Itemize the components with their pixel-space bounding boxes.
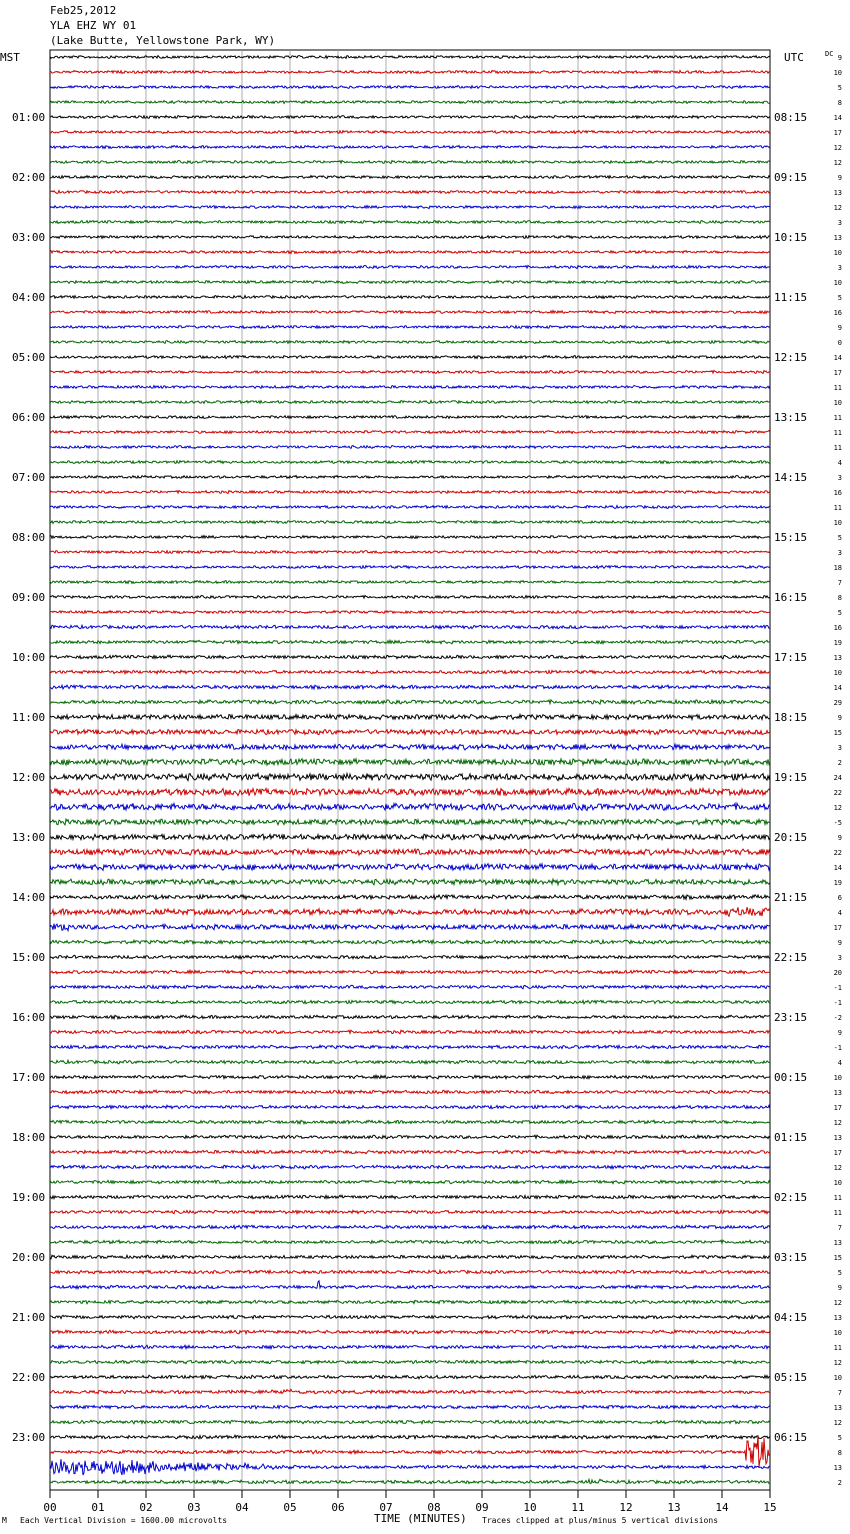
dc-offset-label: 4 [837, 909, 842, 917]
left-hour-label: 22:00 [12, 1371, 46, 1384]
dc-offset-label: 3 [837, 219, 842, 227]
dc-offset-label: 8 [837, 594, 842, 602]
dc-offset-label: 19 [833, 639, 842, 647]
dc-offset-label: 24 [833, 774, 842, 782]
x-tick-label: 12 [619, 1501, 633, 1514]
trace-line [50, 1420, 770, 1423]
trace-line [50, 803, 770, 810]
dc-offset-label: 12 [833, 1359, 842, 1367]
dc-offset-label: 17 [833, 1104, 842, 1112]
dc-offset-label: 14 [833, 354, 842, 362]
x-tick-label: 00 [43, 1501, 57, 1514]
trace-line [50, 161, 770, 164]
trace-line [50, 176, 770, 179]
left-hour-label: 13:00 [12, 831, 46, 844]
dc-offset-label: 11 [833, 1194, 842, 1202]
dc-offset-label: 12 [833, 804, 842, 812]
left-hour-label: 01:00 [12, 111, 46, 124]
dc-offset-label: 22 [833, 789, 842, 797]
trace-line [50, 955, 770, 958]
trace-line [50, 907, 770, 916]
trace-line [50, 86, 770, 89]
left-hour-label: 05:00 [12, 351, 46, 364]
trace-line [50, 461, 770, 464]
dc-offset-label: 11 [833, 444, 842, 452]
trace-line [50, 521, 770, 524]
dc-offset-label: 3 [837, 744, 842, 752]
left-hour-label: 09:00 [12, 591, 46, 604]
trace-line [50, 311, 770, 314]
trace-line [50, 536, 770, 539]
dc-offset-label: 11 [833, 384, 842, 392]
trace-line [50, 834, 770, 840]
trace-line [50, 1030, 770, 1034]
trace-line [50, 759, 770, 765]
trace-line [50, 131, 770, 134]
dc-offset-label: 20 [833, 969, 842, 977]
left-hour-label: 17:00 [12, 1071, 46, 1084]
x-tick-label: 02 [139, 1501, 153, 1514]
right-hour-label: 15:15 [774, 531, 808, 544]
trace-line [50, 744, 770, 750]
trace-line [50, 56, 770, 59]
dc-offset-label: 12 [833, 1419, 842, 1427]
dc-offset-label: 5 [837, 294, 842, 302]
trace-line [50, 1375, 770, 1379]
trace-line [50, 1459, 770, 1475]
trace-line [50, 1225, 770, 1229]
right-hour-label: 06:15 [774, 1431, 808, 1444]
trace-line [50, 700, 770, 704]
dc-offset-label: 14 [833, 864, 842, 872]
dc-offset-label: 11 [833, 504, 842, 512]
dc-offset-label: 11 [833, 1344, 842, 1352]
axis-labels [0, 50, 842, 1514]
right-hour-label: 21:15 [774, 891, 808, 904]
left-hour-label: 10:00 [12, 651, 46, 664]
dc-offset-label: 12 [833, 204, 842, 212]
trace-line [50, 1150, 770, 1153]
dc-offset-label: 4 [837, 1059, 842, 1067]
trace-line [50, 1330, 770, 1334]
trace-line [50, 146, 770, 149]
dc-offset-label: 17 [833, 924, 842, 932]
trace-line [50, 116, 770, 119]
dc-offset-label: 18 [833, 564, 842, 572]
left-hour-label: 08:00 [12, 531, 46, 544]
trace-line [50, 236, 770, 239]
trace-line [50, 1270, 770, 1273]
x-tick-label: 06 [331, 1501, 345, 1514]
date-label: Feb25,2012 [50, 4, 117, 17]
right-hour-label: 19:15 [774, 771, 808, 784]
trace-line [50, 596, 770, 599]
dc-offset-label: 14 [833, 114, 842, 122]
trace-line [50, 611, 770, 614]
right-hour-label: 00:15 [774, 1071, 808, 1084]
dc-offset-label: 9 [837, 1284, 842, 1292]
right-hour-label: 09:15 [774, 171, 808, 184]
right-hour-label: 05:15 [774, 1371, 808, 1384]
dc-offset-label: 7 [837, 1389, 842, 1397]
dc-offset-label: 16 [833, 624, 842, 632]
left-hour-label: 16:00 [12, 1011, 46, 1024]
dc-offset-label: -1 [833, 984, 842, 992]
dc-offset-label: -5 [833, 819, 842, 827]
dc-offset-label: 13 [833, 1134, 842, 1142]
dc-offset-label: 10 [833, 669, 842, 677]
left-hour-label: 03:00 [12, 231, 46, 244]
left-hour-label: 23:00 [12, 1431, 46, 1444]
x-tick-label: 09 [475, 1501, 489, 1514]
dc-offset-label: 16 [833, 309, 842, 317]
dc-offset-label: 4 [837, 459, 842, 467]
trace-line [50, 281, 770, 284]
right-tz-label: UTC [784, 51, 804, 64]
trace-line [50, 446, 770, 449]
left-hour-label: 18:00 [12, 1131, 46, 1144]
trace-line [50, 1105, 770, 1109]
dc-offset-label: 13 [833, 1314, 842, 1322]
trace-line [50, 326, 770, 329]
dc-offset-label: 9 [837, 174, 842, 182]
trace-line [50, 431, 770, 434]
dc-offset-label: -2 [833, 1014, 842, 1022]
trace-line [50, 1281, 770, 1289]
right-hour-label: 03:15 [774, 1251, 808, 1264]
left-hour-label: 20:00 [12, 1251, 46, 1264]
trace-line [50, 640, 770, 644]
left-hour-label: 12:00 [12, 771, 46, 784]
right-hour-label: 14:15 [774, 471, 808, 484]
x-tick-label: 13 [667, 1501, 681, 1514]
dc-offset-label: 17 [833, 369, 842, 377]
dc-offset-label: 10 [833, 1179, 842, 1187]
trace-line [50, 1345, 770, 1348]
dc-offset-label: 17 [833, 129, 842, 137]
right-hour-label: 13:15 [774, 411, 808, 424]
trace-line [50, 985, 770, 988]
trace-line [50, 341, 770, 344]
trace-line [50, 1000, 770, 1004]
x-tick-label: 11 [571, 1501, 585, 1514]
trace-line [50, 416, 770, 419]
x-tick-label: 07 [379, 1501, 393, 1514]
dc-offset-label: 11 [833, 429, 842, 437]
left-hour-label: 15:00 [12, 951, 46, 964]
trace-line [50, 970, 770, 974]
trace-line [50, 864, 770, 871]
trace-line [50, 386, 770, 389]
dc-offset-label: 15 [833, 1254, 842, 1262]
dc-offset-label: 12 [833, 1299, 842, 1307]
trace-line [50, 1195, 770, 1198]
trace-line [50, 670, 770, 673]
scale-note: Each Vertical Division = 1600.00 microvolts [20, 1516, 228, 1525]
x-tick-label: 08 [427, 1501, 441, 1514]
dc-offset-label: 12 [833, 144, 842, 152]
trace-line [50, 1090, 770, 1093]
right-hour-label: 17:15 [774, 651, 808, 664]
traces-group [50, 56, 770, 1484]
dc-offset-label: 10 [833, 279, 842, 287]
trace-line [50, 849, 770, 855]
trace-line [50, 566, 770, 569]
dc-offset-label: 13 [833, 189, 842, 197]
trace-line [50, 1255, 770, 1259]
dc-offset-label: 5 [837, 1269, 842, 1277]
x-tick-label: 10 [523, 1501, 537, 1514]
trace-line [50, 685, 770, 689]
dc-offset-label: 10 [833, 399, 842, 407]
right-hour-label: 11:15 [774, 291, 808, 304]
dc-offset-label: 9 [837, 834, 842, 842]
left-hour-label: 04:00 [12, 291, 46, 304]
dc-offset-label: 9 [837, 939, 842, 947]
right-hour-label: 18:15 [774, 711, 808, 724]
x-tick-label: 01 [91, 1501, 105, 1514]
dc-offset-label: 17 [833, 1149, 842, 1157]
dc-offset-label: 12 [833, 159, 842, 167]
trace-line [50, 1210, 770, 1213]
right-hour-label: 12:15 [774, 351, 808, 364]
x-tick-label: 03 [187, 1501, 201, 1514]
trace-line [50, 1435, 770, 1467]
dc-offset-label: 11 [833, 414, 842, 422]
dc-offset-label: 3 [837, 264, 842, 272]
dc-offset-label: 3 [837, 474, 842, 482]
trace-line [50, 266, 770, 269]
dc-offset-label: -1 [833, 999, 842, 1007]
trace-line [50, 581, 770, 584]
trace-line [50, 1300, 770, 1304]
left-hour-label: 07:00 [12, 471, 46, 484]
location-label: (Lake Butte, Yellowstone Park, WY) [50, 34, 276, 47]
dc-offset-label: 29 [833, 699, 842, 707]
trace-line [50, 788, 770, 795]
dc-offset-label: 10 [833, 1074, 842, 1082]
trace-line [50, 715, 770, 720]
right-hour-label: 08:15 [774, 111, 808, 124]
dc-offset-label: 22 [833, 849, 842, 857]
left-hour-label: 19:00 [12, 1191, 46, 1204]
trace-line [50, 506, 770, 509]
dc-offset-label: 10 [833, 519, 842, 527]
dc-offset-label: 8 [837, 1449, 842, 1457]
dc-offset-label: 2 [837, 759, 842, 767]
trace-line [50, 895, 770, 899]
dc-offset-label: 16 [833, 489, 842, 497]
dc-offset-label: 13 [833, 1404, 842, 1412]
dc-offset-label: 14 [833, 684, 842, 692]
x-tick-label: 15 [763, 1501, 777, 1514]
dc-offset-label: 3 [837, 549, 842, 557]
corner-mark: M [2, 1516, 7, 1525]
trace-line [50, 1479, 770, 1483]
trace-line [50, 491, 770, 494]
trace-line [50, 371, 770, 374]
dc-offset-label: 12 [833, 1119, 842, 1127]
dc-offset-label: 12 [833, 1164, 842, 1172]
right-hour-label: 10:15 [774, 231, 808, 244]
dc-offset-label: 13 [833, 1089, 842, 1097]
trace-line [50, 206, 770, 209]
right-hour-label: 01:15 [774, 1131, 808, 1144]
trace-line [50, 1060, 770, 1063]
x-tick-label: 04 [235, 1501, 249, 1514]
dc-offset-label: 15 [833, 729, 842, 737]
dc-offset-label: 8 [837, 99, 842, 107]
dc-offset-label: -1 [833, 1044, 842, 1052]
dc-offset-label: 9 [837, 1029, 842, 1037]
right-hour-label: 02:15 [774, 1191, 808, 1204]
left-tz-label: MST [0, 51, 20, 64]
trace-line [50, 191, 770, 194]
dc-offset-label: 9 [837, 324, 842, 332]
clip-note: Traces clipped at plus/minus 5 vertical divisions [482, 1516, 719, 1525]
left-hour-label: 06:00 [12, 411, 46, 424]
trace-line [50, 401, 770, 404]
dc-offset-label: 7 [837, 579, 842, 587]
trace-line [50, 356, 770, 359]
trace-line [50, 819, 770, 825]
dc-offset-label: 13 [833, 234, 842, 242]
right-hour-label: 23:15 [774, 1011, 808, 1024]
trace-line [50, 251, 770, 254]
dc-offset-label: 19 [833, 879, 842, 887]
trace-line [50, 296, 770, 299]
right-hour-label: 16:15 [774, 591, 808, 604]
dc-offset-label: 9 [837, 714, 842, 722]
right-hour-label: 20:15 [774, 831, 808, 844]
dc-offset-label: 13 [833, 1239, 842, 1247]
left-hour-label: 21:00 [12, 1311, 46, 1324]
dc-offset-label: 5 [837, 534, 842, 542]
left-hour-label: 14:00 [12, 891, 46, 904]
trace-line [50, 1240, 770, 1244]
left-hour-label: 11:00 [12, 711, 46, 724]
trace-line [50, 1075, 770, 1079]
dc-offset-label: 3 [837, 954, 842, 962]
x-tick-label: 05 [283, 1501, 297, 1514]
right-hour-label: 04:15 [774, 1311, 808, 1324]
dc-offset-label: 10 [833, 1329, 842, 1337]
dc-offset-label: 2 [837, 1479, 842, 1487]
left-hour-label: 02:00 [12, 171, 46, 184]
dc-offset-label: 6 [837, 894, 842, 902]
trace-line [50, 879, 770, 885]
trace-line [50, 221, 770, 224]
trace-line [50, 625, 770, 628]
trace-line [50, 1405, 770, 1409]
trace-line [50, 1435, 770, 1439]
dc-offset-label: 0 [837, 339, 842, 347]
dc-offset-label: 11 [833, 1209, 842, 1217]
trace-line [50, 1135, 770, 1139]
dc-header-label: DC [825, 50, 834, 58]
trace-line [50, 940, 770, 944]
dc-offset-label: 13 [833, 654, 842, 662]
trace-line [50, 1015, 770, 1019]
trace-line [50, 71, 770, 74]
trace-line [50, 1165, 770, 1168]
trace-line [50, 730, 770, 735]
trace-line [50, 1120, 770, 1124]
trace-line [50, 101, 770, 104]
x-axis-title: TIME (MINUTES) [374, 1512, 467, 1525]
dc-offset-label: 10 [833, 249, 842, 257]
dc-offset-label: 10 [833, 69, 842, 77]
trace-line [50, 1180, 770, 1184]
dc-offset-label: 10 [833, 1374, 842, 1382]
trace-line [50, 551, 770, 554]
dc-offset-label: 5 [837, 84, 842, 92]
dc-offset-label: 13 [833, 1464, 842, 1472]
trace-line [50, 924, 770, 931]
dc-offset-label: 5 [837, 1434, 842, 1442]
dc-offset-label: 9 [837, 54, 842, 62]
trace-line [50, 1360, 770, 1363]
trace-line [50, 476, 770, 479]
trace-line [50, 655, 770, 658]
x-tick-label: 14 [715, 1501, 729, 1514]
trace-line [50, 774, 770, 781]
trace-line [50, 1389, 770, 1393]
trace-line [50, 1045, 770, 1048]
dc-offset-label: 7 [837, 1224, 842, 1232]
station-label: YLA EHZ WY 01 [50, 19, 137, 32]
dc-offset-label: 5 [837, 609, 842, 617]
trace-line [50, 1315, 770, 1318]
right-hour-label: 22:15 [774, 951, 808, 964]
